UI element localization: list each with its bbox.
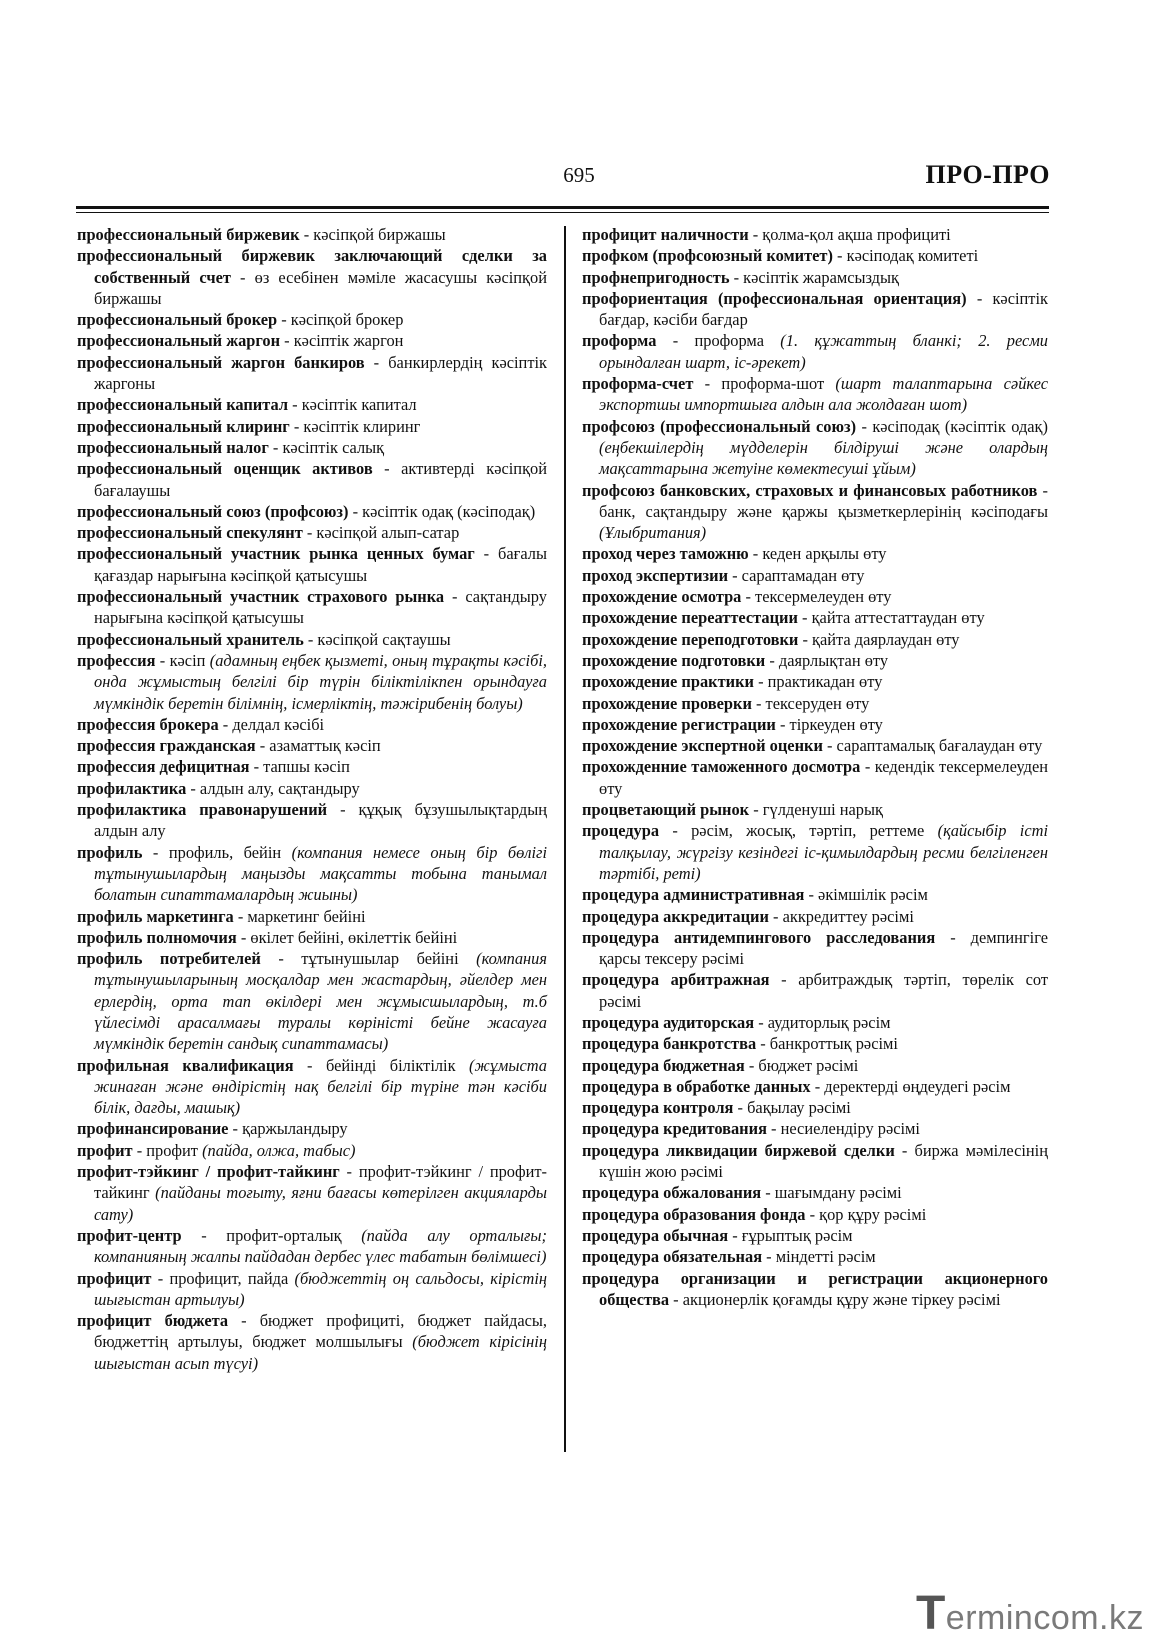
entry-translation: - бюджет профициті, бюджет пайдасы, бюджеттің артылуы, бюджет молшылығы xyxy=(94,1311,547,1352)
dictionary-entry xyxy=(582,288,1048,331)
entry-translation: - практикадан өту xyxy=(754,672,883,692)
entry-term: прохожденние таможенного досмотра xyxy=(582,757,861,777)
entry-term: процедура бюджетная xyxy=(582,1055,745,1075)
dictionary-entry xyxy=(582,1118,1048,1139)
entry-translation: - демпингіге қарсы тексеру рәсімі xyxy=(599,927,1048,969)
entry-note: (компания немесе оның бір бөлігі тұтынушылардың маңызды мақсатты тобына танымал болатын сипаттамалардың жиыны) xyxy=(94,842,547,905)
entry-term: профессиональный участник рынка ценных бумаг xyxy=(77,544,475,564)
dictionary-entry xyxy=(582,1204,1048,1225)
entry-translation: - қор құру рәсімі xyxy=(805,1204,927,1224)
dictionary-entry xyxy=(582,714,1048,735)
dictionary-entry xyxy=(582,373,1048,416)
entry-term: профилактика xyxy=(77,778,187,798)
dictionary-entry xyxy=(77,1225,547,1268)
dictionary-entry xyxy=(582,330,1048,373)
entry-note: (пайда, олжа, табыс) xyxy=(202,1140,356,1160)
entry-term: профиль xyxy=(77,842,143,862)
entry-term: профиль маркетинга xyxy=(77,906,234,926)
entry-translation: - кәсіптік капитал xyxy=(288,395,417,415)
dictionary-entry xyxy=(582,1012,1048,1033)
entry-term: профицит наличности xyxy=(582,225,749,244)
dictionary-entry xyxy=(77,330,547,351)
entry-term: процедура антидемпингового расследования xyxy=(582,927,936,947)
dictionary-entry xyxy=(582,650,1048,671)
dictionary-entry xyxy=(77,437,547,458)
dictionary-entry xyxy=(582,671,1048,692)
entry-translation: - профит-тэйкинг / профит-тайкинг xyxy=(94,1162,547,1203)
entry-translation: - кәсіпқой брокер xyxy=(277,310,404,330)
entry-note: (адамның еңбек қызметі, оның тұрақты кәсібі, онда жұмыстың белгілі бір түрін біліктілікпен орындауға мүмкіндік беретін білімнің, ісмерліктің, тәжірибенің болуы) xyxy=(94,650,547,713)
entry-term: прохождение переподготовки xyxy=(582,629,799,649)
dictionary-entry xyxy=(77,906,547,927)
dictionary-entry xyxy=(582,416,1048,480)
entry-term: прохождение осмотра xyxy=(582,587,742,607)
header-rule-thick xyxy=(76,206,1049,209)
dictionary-entry xyxy=(77,501,547,522)
entry-translation: - банк, сақтандыру және қаржы қызметкерлерінің кәсіподағы xyxy=(599,480,1048,521)
dictionary-entry xyxy=(582,1076,1048,1097)
entry-term: профессия xyxy=(77,650,156,670)
dictionary-entry xyxy=(582,1225,1048,1246)
entry-term: профессиональный спекулянт xyxy=(77,523,303,543)
entry-term: профориентация (профессиональная ориентация) xyxy=(582,288,967,308)
entry-translation: - арбитраждық тәртіп, төрелік сот рәсімі xyxy=(599,970,1048,1011)
entry-translation: - қаржыландыру xyxy=(228,1119,348,1139)
entry-translation: - профиль, бейін xyxy=(142,842,292,862)
dictionary-entry xyxy=(582,693,1048,714)
entry-translation: - кәсіподақ (кәсіптік одақ) xyxy=(856,416,1048,436)
entry-translation: - қайта аттестаттаудан өту xyxy=(797,608,985,628)
entry-term: процедура административная xyxy=(582,885,805,905)
left-column xyxy=(77,224,547,1374)
entry-term: профессиональный налог xyxy=(77,437,269,457)
dictionary-entry xyxy=(582,799,1048,820)
entry-term: профицит бюджета xyxy=(77,1311,229,1331)
entry-term: профильная квалификация xyxy=(77,1055,294,1075)
entry-translation: - делдал кәсібі xyxy=(218,714,325,734)
entry-term: профессиональный брокер xyxy=(77,310,278,330)
dictionary-entry xyxy=(582,1182,1048,1203)
dictionary-entry xyxy=(77,458,547,501)
entry-term: прохождение переаттестации xyxy=(582,608,798,628)
entry-term: проход экспертизии xyxy=(582,565,729,585)
entry-translation: - профит xyxy=(132,1140,203,1160)
entry-translation: - бейінді біліктілік xyxy=(293,1055,470,1075)
entry-term: профсоюз банковских, страховых и финансовых работников xyxy=(582,480,1038,500)
entry-term: профит-центр xyxy=(77,1225,182,1245)
entry-translation: - кәсіпқой сақтаушы xyxy=(303,629,451,649)
entry-translation: - сараптамадан өту xyxy=(728,565,865,585)
dictionary-entry xyxy=(77,948,547,1054)
termincom-logo xyxy=(916,1586,1144,1641)
dictionary-entry xyxy=(77,309,547,330)
entry-term: проформа-счет xyxy=(582,374,694,394)
running-head: ПРО-ПРО xyxy=(925,160,1050,189)
column-divider xyxy=(564,226,566,1452)
entry-translation: - сараптамалық бағалаудан өту xyxy=(822,736,1043,756)
dictionary-entry xyxy=(582,820,1048,884)
entry-term: профилактика правонарушений xyxy=(77,800,328,820)
entry-translation: - активтерді кәсіпқой бағалаушы xyxy=(94,459,547,500)
entry-translation: - несиелендіру рәсімі xyxy=(766,1119,920,1139)
entry-translation: - бақылау рәсімі xyxy=(733,1098,851,1118)
entry-term: профицит xyxy=(77,1268,152,1288)
entry-translation: - даярлықтан өту xyxy=(765,650,889,670)
dictionary-entry xyxy=(582,245,1048,266)
dictionary-entry xyxy=(582,735,1048,756)
entry-term: процедура xyxy=(582,821,660,841)
entry-translation: - бюджет рәсімі xyxy=(744,1055,859,1075)
dictionary-entry xyxy=(582,927,1048,970)
dictionary-entry xyxy=(77,352,547,395)
entry-note: (жұмыста жинаған және өндірістің нақ белгілі бір түріне тән кәсіби білік, дағды, машық) xyxy=(94,1055,547,1118)
entry-translation: - аудиторлық рәсім xyxy=(754,1012,891,1032)
entry-translation: - биржа мәмілесінің күшін жою рәсімі xyxy=(599,1140,1048,1182)
entry-translation: - бағалы қағаздар нарығына кәсіпқой қатысушы xyxy=(94,544,547,585)
dictionary-entry xyxy=(77,245,547,309)
entry-term: проход через таможню xyxy=(582,544,749,564)
entry-term: профессиональный хранитель xyxy=(77,629,304,649)
entry-translation: - құқық бұзушылықтардың алдын алу xyxy=(94,800,547,841)
logo-text: ermincom.kz xyxy=(945,1599,1144,1637)
entry-term: процедура кредитования xyxy=(582,1119,767,1139)
dictionary-entry xyxy=(582,480,1048,544)
entry-note: (Ұлыбритания) xyxy=(599,523,707,543)
dictionary-entry xyxy=(77,543,547,586)
entry-term: прохождение практики xyxy=(582,672,754,692)
dictionary-entry xyxy=(582,543,1048,564)
entry-translation: - кәсіптік жаргон xyxy=(280,331,404,351)
dictionary-entry xyxy=(77,927,547,948)
dictionary-entry xyxy=(77,224,547,245)
entry-translation: - проформа-шот xyxy=(693,374,836,394)
entry-translation: - қайта даярлаудан өту xyxy=(798,629,960,649)
entry-term: профит xyxy=(77,1140,133,1160)
entry-translation: - кеден арқылы өту xyxy=(748,544,887,564)
dictionary-entry xyxy=(582,1033,1048,1054)
dictionary-entry xyxy=(77,1310,547,1374)
entry-term: профнепригодность xyxy=(582,267,730,287)
entry-term: процедура обязательная xyxy=(582,1247,763,1267)
dictionary-entry xyxy=(77,586,547,629)
dictionary-entry xyxy=(582,267,1048,288)
entry-note: (бюджет кірісінің шығыстан асып түсуі) xyxy=(94,1332,547,1373)
entry-term: процедура аудиторская xyxy=(582,1012,755,1032)
dictionary-entry xyxy=(77,842,547,906)
dictionary-entry xyxy=(582,586,1048,607)
dictionary-entry xyxy=(77,629,547,650)
dictionary-entry xyxy=(582,906,1048,927)
dictionary-entry xyxy=(77,650,547,714)
entry-term: профсоюз (профессиональный союз) xyxy=(582,416,857,436)
logo-initial: T xyxy=(915,1587,946,1640)
dictionary-entry xyxy=(582,969,1048,1012)
entry-translation: - рәсім, жосық, тәртіп, реттеме xyxy=(659,821,938,841)
entry-translation: - деректерді өңдеудегі рәсім xyxy=(810,1076,1011,1096)
entry-term: профком (профсоюзный комитет) xyxy=(582,246,833,266)
entry-translation: - банкирлердің кәсіптік жаргоны xyxy=(94,352,547,394)
entry-translation: - кедендік тексермелеуден өту xyxy=(599,757,1048,798)
entry-note: (пайданы тоғыту, яғни бағасы көтерілген акцияларды сату) xyxy=(94,1183,547,1224)
entry-term: профессиональный клиринг xyxy=(77,416,290,436)
entry-translation: - кәсіптік жарамсыздық xyxy=(729,267,899,287)
entry-term: профинансирование xyxy=(77,1119,229,1139)
entry-translation: - өкілет бейіні, өкілеттік бейіні xyxy=(236,927,458,947)
dictionary-entry xyxy=(77,735,547,756)
entry-translation: - тапшы кәсіп xyxy=(249,757,350,777)
entry-term: процедура обычная xyxy=(582,1225,729,1245)
dictionary-entry xyxy=(582,1055,1048,1076)
entry-term: профиль потребителей xyxy=(77,949,261,969)
dictionary-entry xyxy=(582,756,1048,799)
entry-term: профессиональный капитал xyxy=(77,395,289,415)
entry-translation: - тексеруден өту xyxy=(751,693,870,713)
entry-note: (компания тұтынушыларының мосқалдар мен жастардың, әйелдер мен ерлердің, орта тап өкілдері мен жұмысшылардың, т.б үйлесімді арасалмағы туралы көріністі бейне жасауға мүмкіндік беретін сандық сипаттамасы) xyxy=(94,949,547,1054)
dictionary-entry xyxy=(77,778,547,799)
entry-term: процедура ликвидации биржевой сделки xyxy=(582,1140,895,1160)
entry-translation: - шағымдану рәсімі xyxy=(761,1183,902,1203)
entry-translation: - кәсіподақ комитеті xyxy=(832,246,979,266)
entry-term: профессиональный жаргон xyxy=(77,331,281,351)
dictionary-entry xyxy=(77,799,547,842)
entry-translation: - кәсіптік одақ (кәсіподақ) xyxy=(348,501,536,521)
dictionary-entry xyxy=(582,1097,1048,1118)
entry-translation: - проформа xyxy=(656,331,781,351)
dictionary-entry xyxy=(77,756,547,777)
dictionary-entry xyxy=(77,522,547,543)
entry-note: (бюджеттің оң сальдосы, кірістің шығыстан артылуы) xyxy=(94,1268,548,1309)
entry-note: (1. құжаттың бланкі; 2. ресми орындалған шарт, іс-әрекет) xyxy=(599,331,1048,372)
entry-translation: - тұтынушылар бейіні xyxy=(260,949,477,969)
dictionary-entry xyxy=(582,1246,1048,1267)
entry-translation: - кәсіпқой биржашы xyxy=(299,225,446,244)
entry-translation: - кәсіптік клиринг xyxy=(289,416,421,436)
entry-translation: - қолма-қол ақша профициті xyxy=(748,225,951,244)
dictionary-entry xyxy=(582,629,1048,650)
entry-translation: - өз есебінен мәміле жасасушы кәсіпқой биржашы xyxy=(94,267,547,308)
dictionary-entry xyxy=(582,224,1048,245)
dictionary-entry xyxy=(77,1055,547,1119)
entry-note: (еңбекшілердің мүдделерін білдіруші және олардың мақсаттарына жетуіне көмектесуші ұйым) xyxy=(599,437,1048,479)
entry-translation: - банкроттық рәсімі xyxy=(756,1034,898,1054)
entry-term: процедура образования фонда xyxy=(582,1204,806,1224)
entry-translation: - алдын алу, сақтандыру xyxy=(186,778,360,798)
entry-translation: - маркетинг бейіні xyxy=(233,906,366,926)
entry-term: процедура банкротства xyxy=(582,1034,757,1054)
entry-term: профессиональный участник страхового рынка xyxy=(77,587,445,607)
header-rule-thin xyxy=(76,212,1049,213)
page-number: 695 xyxy=(563,163,595,187)
entry-translation: - сақтандыру нарығына кәсіпқой қатысушы xyxy=(94,587,547,628)
dictionary-entry xyxy=(582,607,1048,628)
dictionary-entry xyxy=(77,1118,547,1139)
entry-term: профессия брокера xyxy=(77,714,219,734)
entry-term: процедура обжалования xyxy=(582,1183,762,1203)
dictionary-entry xyxy=(77,1161,547,1225)
entry-term: профессиональный жаргон банкиров xyxy=(77,352,365,372)
entry-term: процедура контроля xyxy=(582,1098,734,1118)
entry-term: профессия гражданская xyxy=(77,736,256,756)
entry-note: (пайда алу орталығы; компанияның жалпы пайдадан дербес үлес табатын бөлімшесі) xyxy=(94,1225,547,1267)
entry-translation: - профит-орталық xyxy=(181,1225,362,1245)
entry-translation: - кәсіпқой алып-сатар xyxy=(302,523,460,543)
entry-note: (шарт талаптарына сәйкес экспортшы импортшыға алдын ала жолдаған шот) xyxy=(599,374,1048,415)
entry-term: процедура аккредитации xyxy=(582,906,769,926)
dictionary-entry xyxy=(582,1268,1048,1311)
dictionary-entry xyxy=(582,565,1048,586)
entry-translation: - міндетті рәсім xyxy=(762,1247,876,1267)
dictionary-entry xyxy=(77,1140,547,1161)
entry-translation: - әкімшілік рәсім xyxy=(804,885,928,905)
entry-term: процветающий рынок xyxy=(582,800,750,820)
dictionary-entry xyxy=(77,1268,547,1311)
dictionary-entry xyxy=(582,884,1048,905)
entry-term: процедура в обработке данных xyxy=(582,1076,811,1096)
entry-term: процедура арбитражная xyxy=(582,970,770,990)
entry-translation: - тіркеуден өту xyxy=(775,714,883,734)
entry-term: профессия дефицитная xyxy=(77,757,250,777)
right-column xyxy=(582,224,1048,1310)
dictionary-entry xyxy=(77,714,547,735)
entry-note: (қайсыбір істі талқылау, жүргізу кезіндегі іс-қимылдардың ресми белгіленген тәртібі, реті) xyxy=(599,821,1049,883)
dictionary-entry xyxy=(582,1140,1048,1183)
entry-term: прохождение регистрации xyxy=(582,714,776,734)
entry-translation: - ғұрыптық рәсім xyxy=(728,1225,853,1245)
entry-translation: - азаматтық кәсіп xyxy=(255,736,381,756)
dictionary-entry xyxy=(77,394,547,415)
entry-term: профессиональный биржевик заключающий сделки за собственный счет xyxy=(77,246,547,287)
entry-term: проформа xyxy=(582,331,657,351)
entry-term: прохождение подготовки xyxy=(582,650,766,670)
entry-term: профессиональный биржевик xyxy=(77,225,300,244)
entry-translation: - акционерлік қоғамды құру және тіркеу рәсімі xyxy=(669,1289,1001,1309)
entry-translation: - тексермелеуден өту xyxy=(741,587,892,607)
entry-term: процедура организации и регистрации акционерного общества xyxy=(582,1268,1048,1309)
entry-translation: - профицит, пайда xyxy=(151,1268,295,1288)
entry-term: профессиональный союз (профсоюз) xyxy=(77,501,349,521)
entry-translation: - кәсіп xyxy=(155,650,210,670)
entry-term: профессиональный оценщик активов xyxy=(77,459,373,479)
entry-translation: - гүлденуші нарық xyxy=(749,800,883,820)
entry-term: профит-тэйкинг / профит-тайкинг xyxy=(77,1162,340,1182)
entry-term: прохождение проверки xyxy=(582,693,752,713)
dictionary-entry xyxy=(77,416,547,437)
entry-translation: - аккредиттеу рәсімі xyxy=(768,906,914,926)
entry-translation: - кәсіптік салық xyxy=(268,437,385,457)
entry-translation: - кәсіптік бағдар, кәсіби бағдар xyxy=(599,288,1048,330)
entry-term: прохождение экспертной оценки xyxy=(582,736,823,756)
entry-term: профиль полномочия xyxy=(77,927,237,947)
